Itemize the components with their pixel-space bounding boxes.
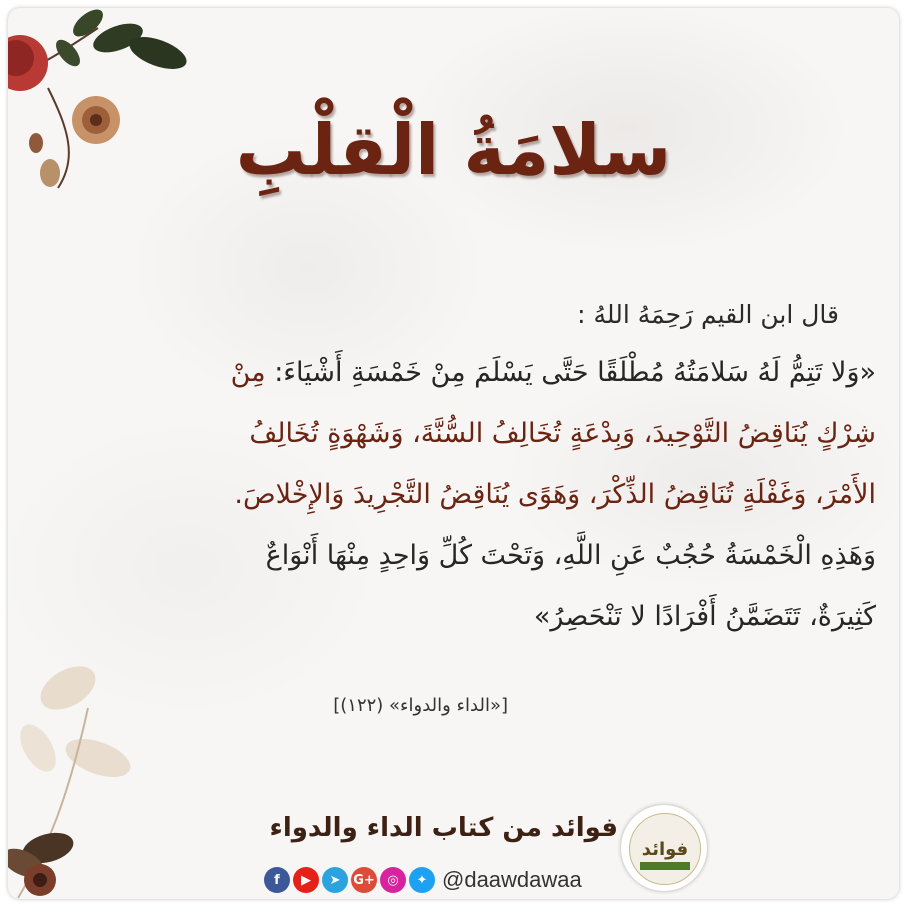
- quote-line: [30, 464, 876, 525]
- logo-band: [640, 862, 690, 870]
- post-card: [8, 8, 899, 899]
- quote-segment: كَثِيرَةٌ، تَتَضَمَّنُ أَفْرَادًا لا تَنْحَصِرُ»: [533, 601, 876, 632]
- quote-highlight: الأَمْرَ، وَغَفْلَةٍ تُنَاقِضُ الذِّكْرَ، وَهَوًى يُنَاقِضُ التَّجْرِيدَ وَالإِخْلاصَ.: [234, 479, 876, 510]
- logo-emblem: [629, 813, 701, 885]
- series-title: فوائد من كتاب الداء والدواء: [269, 813, 618, 843]
- twitter-icon[interactable]: ✦: [409, 867, 435, 893]
- quote-segment: «وَلا تَتِمُّ لَهُ سَلامَتُهُ مُطْلَقًا حَتَّى يَسْلَمَ مِنْ خَمْسَةِ أَشْيَاءَ:: [265, 357, 876, 388]
- quote-line: [30, 525, 876, 586]
- telegram-icon[interactable]: ➤: [322, 867, 348, 893]
- logo-text: فوائد: [641, 838, 689, 860]
- quote-line: [30, 586, 876, 647]
- google-plus-icon[interactable]: G+: [351, 867, 377, 893]
- source-citation: [«الداء والدواء» (١٢٢)]: [333, 695, 508, 716]
- quote-text: [30, 342, 876, 647]
- instagram-icon[interactable]: ◎: [380, 867, 406, 893]
- page-title: سلامَةُ الْقلْبِ: [235, 109, 672, 191]
- flower-decoration-bottom: [8, 648, 158, 899]
- youtube-icon[interactable]: ▶: [293, 867, 319, 893]
- quote-highlight: شِرْكٍ يُنَاقِضُ التَّوْحِيدَ، وَبِدْعَةٍ تُخَالِفُ السُّنَّةَ، وَشَهْوَةٍ تُخَالِفُ: [249, 418, 876, 449]
- facebook-icon[interactable]: f: [264, 867, 290, 893]
- social-handle[interactable]: @daawdawaa: [442, 867, 582, 892]
- quote-line: [30, 403, 876, 464]
- quote-line: [30, 342, 876, 403]
- quote-segment: وَهَذِهِ الْخَمْسَةُ حُجُبٌ عَنِ اللَّهِ، وَتَحْتَ كُلِّ وَاحِدٍ مِنْهَا أَنْوَاعٌ: [265, 540, 876, 571]
- attribution-text: قال ابن القيم رَحِمَهُ اللهُ :: [577, 300, 839, 329]
- channel-logo: [621, 805, 707, 891]
- social-links: [264, 863, 582, 897]
- quote-highlight: مِنْ: [230, 357, 266, 388]
